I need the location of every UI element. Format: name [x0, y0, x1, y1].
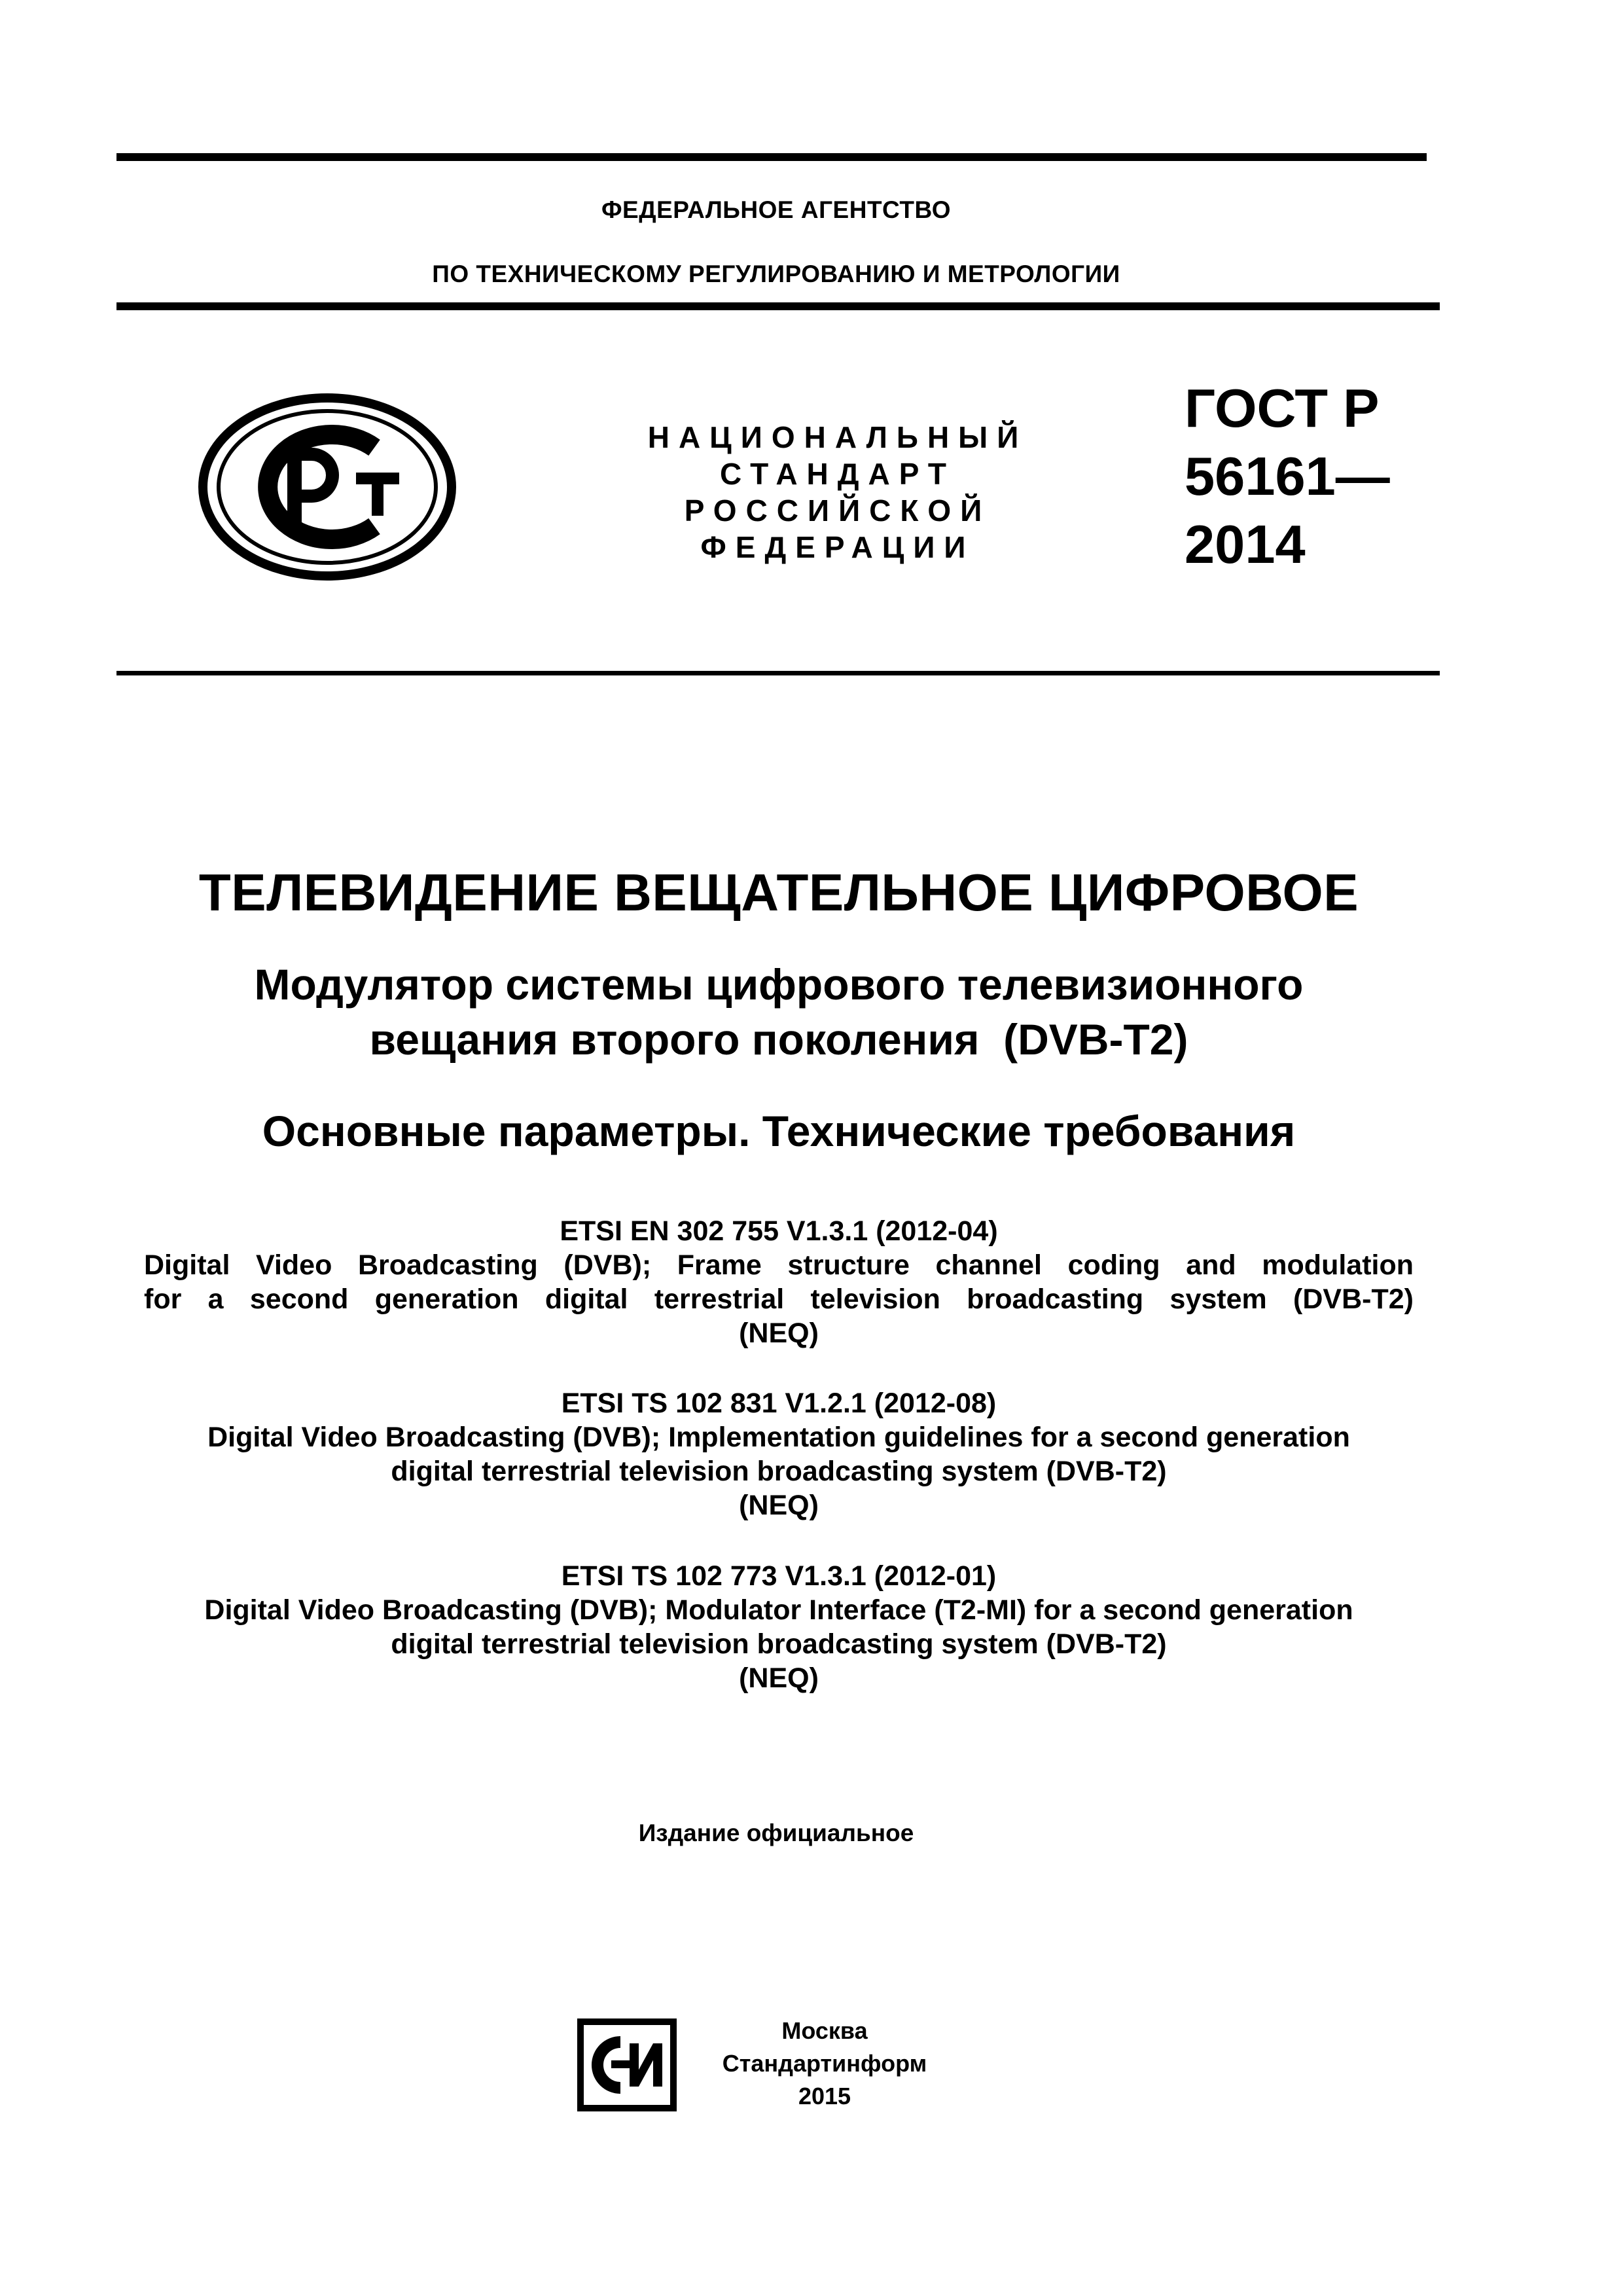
reference-block-2 — [144, 1386, 1414, 1522]
publication-year: 2015 — [798, 2083, 851, 2109]
agency-line-1: ФЕДЕРАЛЬНОЕ АГЕНТСТВО — [601, 196, 952, 223]
publisher-name: Стандартинформ — [722, 2050, 927, 2077]
reference-title-line-2: digital terrestrial television broadcasting system (DVB-T2) — [391, 1628, 1167, 1660]
publisher-imprint — [700, 2015, 949, 2113]
reference-note: (NEQ) — [739, 1318, 819, 1349]
reference-title-line-1: Digital Video Broadcasting (DVB); Implementation guidelines for a second generation — [207, 1422, 1350, 1453]
gost-designation — [1185, 374, 1446, 579]
standartinform-logo-icon — [575, 2016, 679, 2114]
title-divider — [116, 671, 1440, 675]
reference-note: (NEQ) — [739, 1490, 819, 1521]
document-subtitle-line-1: Модулятор системы цифрового телевизионного — [254, 960, 1304, 1009]
national-standard-line-4: ФЕДЕРАЦИИ — [700, 530, 975, 564]
reference-code: ETSI TS 102 831 V1.2.1 (2012-08) — [561, 1388, 997, 1419]
reference-title-line-2: digital terrestrial television broadcasting system (DVB-T2) — [391, 1456, 1167, 1487]
top-divider — [116, 153, 1427, 161]
reference-block-3 — [144, 1559, 1414, 1695]
reference-title-line-2: for a second generation digital terrestrial television broadcasting system (DVB-T2) — [144, 1283, 1414, 1315]
gost-designation-line-3: 2014 — [1185, 514, 1306, 575]
agency-line-2: ПО ТЕХНИЧЕСКОМУ РЕГУЛИРОВАНИЮ И МЕТРОЛОГИИ — [432, 260, 1120, 287]
reference-block-1 — [144, 1214, 1414, 1350]
header-divider — [116, 302, 1440, 310]
national-standard-label — [576, 419, 1099, 565]
document-subtitle — [118, 957, 1440, 1067]
national-standard-line-1: НАЦИОНАЛЬНЫЙ — [647, 420, 1028, 454]
reference-title-line-1: Digital Video Broadcasting (DVB); Modulator Interface (T2-MI) for a second generation — [204, 1594, 1353, 1626]
gost-r-mark-icon — [196, 391, 458, 583]
document-subtitle-line-2: вещания второго поколения (DVB-T2) — [369, 1015, 1188, 1064]
national-standard-line-2: СТАНДАРТ — [720, 457, 955, 491]
publisher-city: Москва — [781, 2017, 868, 2044]
reference-note: (NEQ) — [739, 1662, 819, 1694]
national-standard-line-3: РОССИЙСКОЙ — [684, 493, 991, 528]
reference-code: ETSI EN 302 755 V1.3.1 (2012-04) — [560, 1215, 998, 1247]
gost-designation-line-2: 56161— — [1185, 446, 1390, 507]
reference-title-line-1: Digital Video Broadcasting (DVB); Frame structure channel coding and modulation — [144, 1249, 1414, 1281]
official-edition-label: Издание официальное — [638, 1820, 914, 1846]
reference-code: ETSI TS 102 773 V1.3.1 (2012-01) — [561, 1560, 997, 1592]
gost-designation-line-1: ГОСТ Р — [1185, 378, 1380, 439]
document-subtitle-parameters: Основные параметры. Технические требования — [262, 1107, 1296, 1155]
document-title: ТЕЛЕВИДЕНИЕ ВЕЩАТЕЛЬНОЕ ЦИФРОВОЕ — [198, 863, 1359, 922]
